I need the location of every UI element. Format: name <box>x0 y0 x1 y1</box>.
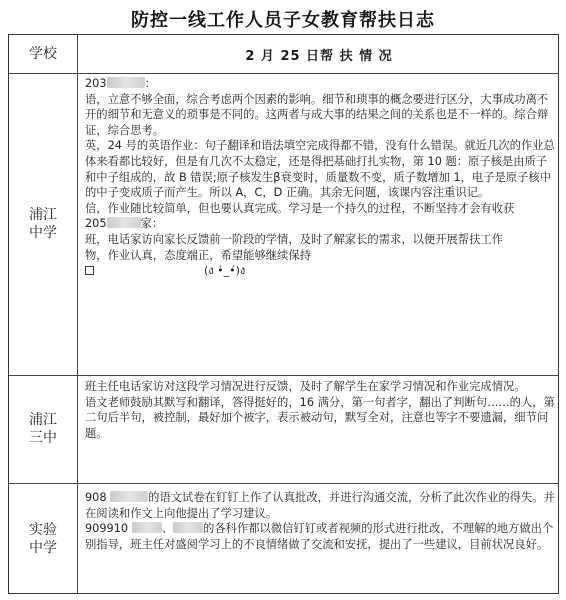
english-physics-feedback: 英，24 号的英语作业：句子翻译和语法填空完成得都不错，没有什么错误。就近几次的作业总体来看都比较好，但是有几次不太稳定，还是得把基础打扎实物，第 10 题：原子核是由质子和中子组成的，故 B 错误;原子核发生β衰变时，质量数不变，质子数增加 1，电子是原子核中的中子变成质子而产生。所以 A，C，D 正确。其余无问题，该课内容注重识记。 <box>85 139 555 200</box>
row-content-experimental <box>85 490 555 552</box>
school-name: 浦江 中学 <box>29 207 57 241</box>
school-name: 实验 中学 <box>29 522 57 556</box>
checkbox-icon <box>85 266 94 275</box>
row-content-pujiang-middle <box>85 76 555 279</box>
redacted-name <box>107 217 141 228</box>
redacted-name <box>110 491 148 502</box>
redacted-name <box>173 522 203 533</box>
physics-feedback: 物，作业认真，态度端正，希望能够继续保持 <box>85 248 311 262</box>
school-cell-pujiang-middle <box>9 74 77 374</box>
it-feedback: 信，作业随比较简单，但也要认真完成。学习是一个持久的过程，不断坚持才会有收获 <box>85 201 515 215</box>
chinese-feedback: 语，立意不够全面，综合考虑两个因素的影响。细节和琐事的概念要进行区分，大事成功离不开的细节和无意义的琐事是不同的。这两者与成大事的结果之间的关系也是不一样的。综合辩证，综合思考。 <box>85 92 549 137</box>
row-divider <box>9 375 558 376</box>
header-situation: 2 月 25 日帮 扶 情 况 <box>245 48 393 64</box>
chinese-exam-feedback: 908 的语文试卷在钉钉上作了认真批改，并进行沟通交流，分析了此次作业的得失。并在阅读和作文上向他提出了学习建议。 <box>85 491 555 520</box>
emote-line <box>85 263 555 279</box>
row-content-pujiang-third <box>85 379 555 441</box>
emoticon: (ง •̀_•́)ง <box>204 264 246 278</box>
column-divider <box>77 35 78 593</box>
teacher-visit-feedback: 班主任电话家访对这段学习情况进行反馈，及时了解学生在家学习情况和作业完成情况。 <box>85 380 526 393</box>
school-cell-experimental <box>9 484 77 594</box>
student-id-line: 203 ： <box>85 77 156 90</box>
row-divider <box>9 73 558 74</box>
school-cell-pujiang-third <box>9 376 77 482</box>
redacted-name <box>132 522 162 533</box>
all-subjects-feedback: 909910 、 的各科作都以微信钉钉或者视频的形式进行批改，不理解的地方做出个别指导，班主任对盛阅学习上的不良情绪做了交流和安抚，提出了一些建议，目前状况良好。 <box>85 522 554 551</box>
page-title: 防控一线工作人员子女教育帮扶日志 <box>131 10 435 31</box>
school-name: 浦江 三中 <box>29 412 57 446</box>
row-divider <box>9 483 558 484</box>
student-id-line: 205 家： <box>85 217 164 231</box>
chinese-feedback: 语文老师鼓励其默写和翻译，答得挺好的，16 满分，第一句者字，翻出了判断句……的人，第二句后半句，被控制，最好加个被字，表示被动句，默写全对，注意也等字不要遗漏，细节问题。 <box>85 395 555 440</box>
redacted-name <box>107 77 145 88</box>
log-table <box>8 34 559 594</box>
class-feedback: 班，电话家访向家长反馈前一阶段的学情，及时了解家长的需求，以便开展帮扶工作 <box>85 232 503 246</box>
header-school: 学校 <box>29 46 57 62</box>
